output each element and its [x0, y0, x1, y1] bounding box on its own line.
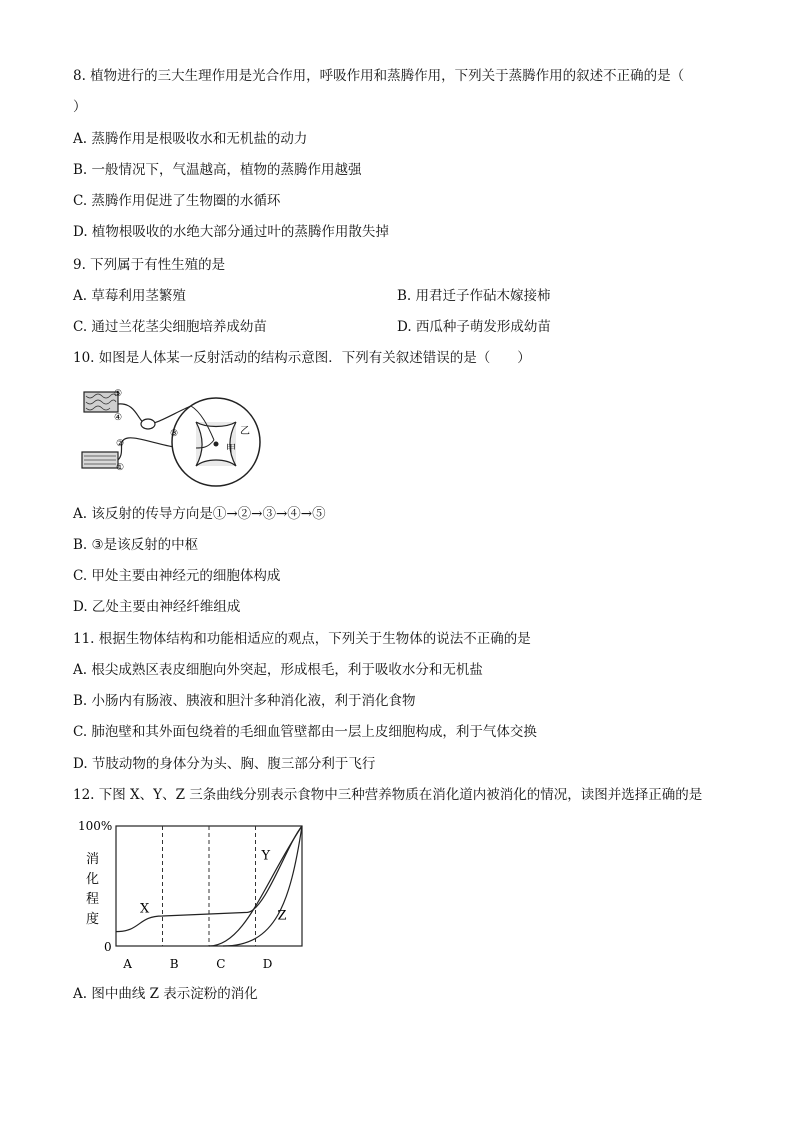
- label-5: ⑤: [114, 389, 123, 399]
- q8-stem-line2: ）: [73, 99, 87, 115]
- ylabel-char-1: 消: [86, 852, 100, 867]
- category-label-B: B: [169, 957, 179, 971]
- ylabel-char-2: 化: [86, 872, 100, 887]
- q12-stem: 12. 下图 X、Y、Z 三条曲线分别表示食物中三种营养物质在消化道内被消化的情况，读图并选择正确的是: [73, 787, 703, 803]
- q11-stem: 11. 根据生物体结构和功能相适应的观点，下列关于生物体的说法不正确的是: [73, 631, 531, 647]
- y-tick-0: 0: [104, 940, 112, 954]
- digestion-chart: [72, 816, 312, 976]
- q9-option-c: C. 通过兰花茎尖细胞培养成幼苗: [73, 319, 267, 335]
- category-label-A: A: [123, 957, 132, 971]
- category-label-C: C: [216, 957, 226, 971]
- q10-stem: 10. 如图是人体某一反射活动的结构示意图．下列有关叙述错误的是（ ）: [73, 350, 531, 366]
- reflex-arc-figure: [76, 382, 266, 492]
- q8-option-a: A. 蒸腾作用是根吸收水和无机盐的动力: [73, 131, 308, 147]
- label-1: ①: [116, 463, 125, 473]
- q11-option-b: B. 小肠内有肠液、胰液和胆汁多种消化液，利于消化食物: [73, 693, 416, 709]
- q8-stem-line1: 8. 植物进行的三大生理作用是光合作用，呼吸作用和蒸腾作用，下列关于蒸腾作用的叙述不正确的是（: [73, 68, 685, 84]
- q12-option-a: A. 图中曲线 Z 表示淀粉的消化: [73, 986, 258, 1002]
- ylabel-char-4: 度: [86, 912, 100, 927]
- y-tick-100: 100%: [78, 819, 113, 833]
- q11-option-a: A. 根尖成熟区表皮细胞向外突起，形成根毛，利于吸收水分和无机盐: [73, 662, 483, 678]
- q10-option-a: A. 该反射的传导方向是①→②→③→④→⑤: [73, 506, 326, 522]
- q8-option-b: B. 一般情况下，气温越高，植物的蒸腾作用越强: [73, 162, 362, 178]
- ylabel-char-3: 程: [86, 892, 100, 907]
- q9-stem: 9. 下列属于有性生殖的是: [73, 257, 226, 273]
- q8-option-d: D. 植物根吸收的水绝大部分通过叶的蒸腾作用散失掉: [73, 224, 389, 240]
- series-label-Z: Z: [277, 908, 287, 924]
- label-2: ②: [116, 439, 125, 449]
- series-label-Y: Y: [261, 848, 271, 864]
- q10-option-d: D. 乙处主要由神经纤维组成: [73, 599, 241, 615]
- label-4: ④: [114, 413, 123, 423]
- q10-option-c: C. 甲处主要由神经元的细胞体构成: [73, 568, 281, 584]
- q9-option-a: A. 草莓利用茎繁殖: [73, 288, 186, 304]
- category-label-D: D: [262, 957, 273, 971]
- q9-option-d: D. 西瓜种子萌发形成幼苗: [397, 319, 551, 335]
- q8-option-c: C. 蒸腾作用促进了生物圈的水循环: [73, 193, 281, 209]
- q11-option-c: C. 肺泡壁和其外面包绕着的毛细血管壁都由一层上皮细胞构成，利于气体交换: [73, 724, 537, 740]
- q11-option-d: D. 节肢动物的身体分为头、胸、腹三部分利于飞行: [73, 756, 376, 772]
- q9-option-b: B. 用君迁子作砧木嫁接柿: [397, 288, 551, 304]
- q10-option-b: B. ③是该反射的中枢: [73, 537, 199, 553]
- label-yi: 乙: [240, 426, 250, 437]
- label-3: ③: [170, 429, 179, 439]
- label-jia: 甲: [226, 444, 236, 455]
- series-label-X: X: [140, 901, 150, 917]
